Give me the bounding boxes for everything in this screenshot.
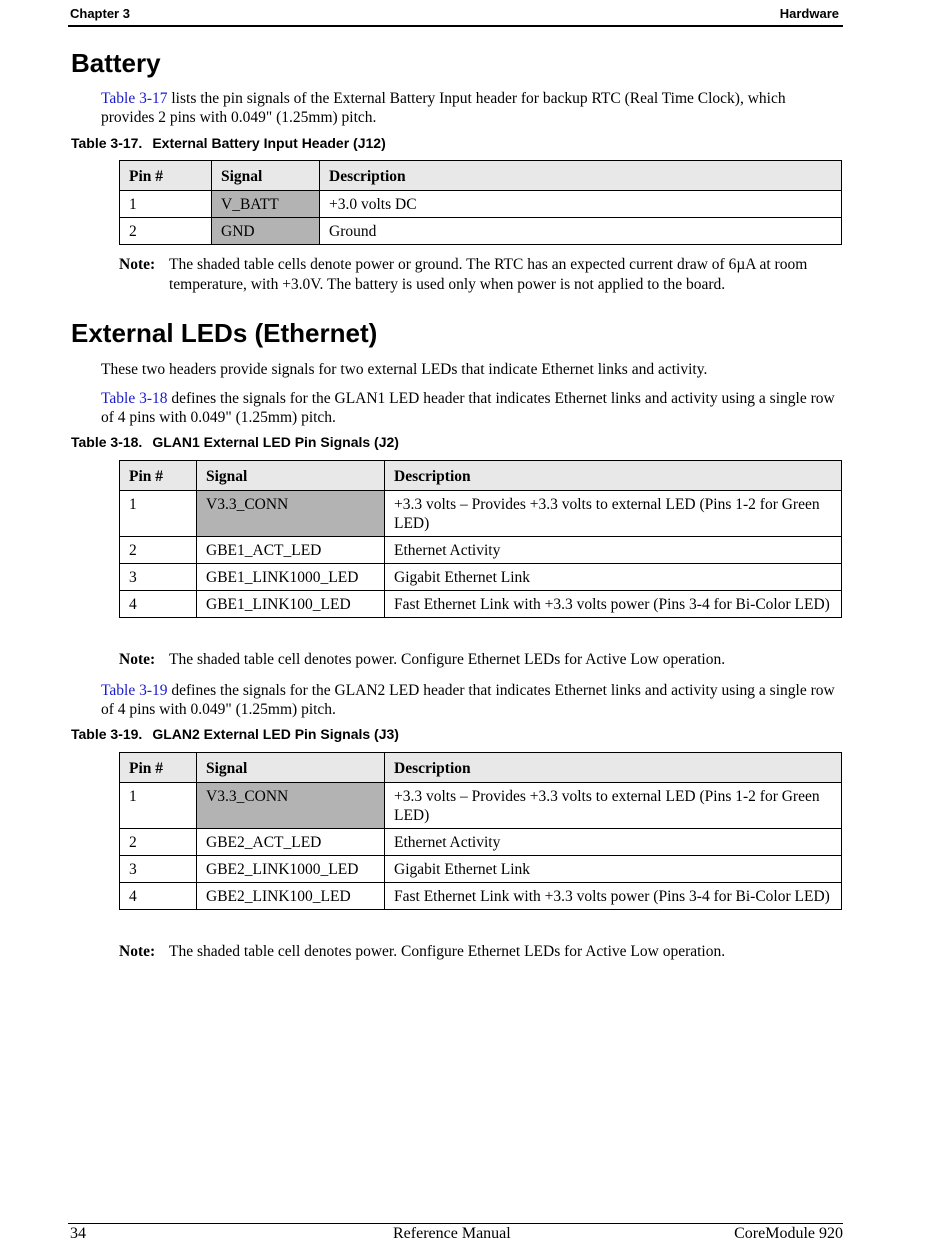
pin-cell: 2 [120,829,197,856]
battery-heading: Battery [71,48,161,78]
signal-cell: GBE2_LINK1000_LED [197,856,385,883]
pin-cell: 2 [120,537,197,564]
pin-cell: 4 [120,883,197,910]
table-header-row [120,753,842,783]
col-header-pin: Pin # [120,753,197,783]
caption-number: Table 3-17. [71,135,143,151]
table-row [120,191,842,218]
col-header-pin: Pin # [120,161,212,191]
page-footer [68,1223,843,1246]
table-3-18-link[interactable]: Table 3-18 [101,390,168,407]
leds-intro: These two headers provide signals for two external LEDs that indicate Ethernet links and activity. [101,361,708,378]
col-header-signal: Signal [197,753,385,783]
page-number: 34 [70,1225,86,1242]
signal-cell: GBE2_ACT_LED [197,829,385,856]
caption-number: Table 3-19. [71,726,143,742]
signal-cell: GBE1_LINK1000_LED [197,564,385,591]
table-3-19-link[interactable]: Table 3-19 [101,682,168,699]
signal-cell: GBE1_LINK100_LED [197,591,385,618]
description-cell: Fast Ethernet Link with +3.3 volts power (Pins 3-4 for Bi-Color LED) [385,883,842,910]
table-3-19-caption [71,726,399,742]
pin-cell: 1 [120,191,212,218]
table-row [120,883,842,910]
glan2-table [119,752,842,910]
col-header-signal: Signal [212,161,320,191]
description-cell: +3.3 volts – Provides +3.3 volts to external LED (Pins 1-2 for Green LED) [385,783,842,829]
signal-cell: GBE2_LINK100_LED [197,883,385,910]
description-cell: Gigabit Ethernet Link [385,856,842,883]
pin-cell: 3 [120,856,197,883]
table-row [120,491,842,537]
signal-cell: V3.3_CONN [197,491,385,537]
note-text: The shaded table cell denotes power. Configure Ethernet LEDs for Active Low operation. [169,943,726,960]
section-label: Hardware [779,6,839,21]
glan1-table [119,460,842,618]
caption-number: Table 3-18. [71,434,143,450]
battery-table [119,160,842,245]
pin-cell: 4 [120,591,197,618]
battery-note [119,255,844,295]
signal-cell: GBE1_ACT_LED [197,537,385,564]
signal-cell: V3.3_CONN [197,783,385,829]
col-header-description: Description [385,753,842,783]
battery-intro-text: lists the pin signals of the External Battery Input header for backup RTC (Real Time Clock), which provides 2 pins with 0.049" (1.25mm) pitch. [101,90,786,126]
note-label: Note: [119,651,156,668]
note-label: Note: [119,256,156,273]
table-row [120,537,842,564]
pin-cell: 1 [120,783,197,829]
document-title: Reference Manual [393,1225,511,1242]
pin-cell: 2 [120,218,212,245]
glan2-intro-text: defines the signals for the GLAN2 LED header that indicates Ethernet links and activity using a single row of 4 pins with 0.049" (1.25mm) pitch. [101,682,835,718]
note-label: Note: [119,943,156,960]
note-text: The shaded table cell denotes power. Configure Ethernet LEDs for Active Low operation. [169,651,726,668]
description-cell: Fast Ethernet Link with +3.3 volts power (Pins 3-4 for Bi-Color LED) [385,591,842,618]
description-cell: +3.0 volts DC [320,191,842,218]
col-header-description: Description [320,161,842,191]
col-header-signal: Signal [197,461,385,491]
table-3-18-caption [71,434,399,450]
table-row [120,591,842,618]
glan1-note [119,650,844,670]
signal-cell: GND [212,218,320,245]
page-header [68,5,843,27]
description-cell: Gigabit Ethernet Link [385,564,842,591]
table-3-17-link[interactable]: Table 3-17 [101,90,168,107]
caption-title: External Battery Input Header (J12) [152,135,386,151]
battery-intro [101,89,841,127]
signal-cell: V_BATT [212,191,320,218]
table-row [120,218,842,245]
glan2-intro [101,681,841,719]
pin-cell: 3 [120,564,197,591]
description-cell: Ethernet Activity [385,829,842,856]
glan1-intro-text: defines the signals for the GLAN1 LED header that indicates Ethernet links and activity using a single row of 4 pins with 0.049" (1.25mm) pitch. [101,390,835,426]
table-row [120,783,842,829]
table-header-row [120,461,842,491]
chapter-label: Chapter 3 [70,6,130,21]
table-row [120,856,842,883]
table-header-row [120,161,842,191]
table-row [120,564,842,591]
caption-title: GLAN1 External LED Pin Signals (J2) [152,434,399,450]
caption-title: GLAN2 External LED Pin Signals (J3) [152,726,399,742]
glan1-intro [101,389,841,427]
glan2-note [119,942,844,962]
table-3-17-caption [71,135,386,151]
note-text: The shaded table cells denote power or ground. The RTC has an expected current draw of 6µA at room temperature, with +3.0V. The battery is used only when power is not applied to the board. [169,256,808,293]
table-row [120,829,842,856]
description-cell: Ethernet Activity [385,537,842,564]
product-name: CoreModule 920 [734,1225,843,1242]
col-header-description: Description [385,461,842,491]
leds-heading: External LEDs (Ethernet) [71,318,378,348]
description-cell: Ground [320,218,842,245]
description-cell: +3.3 volts – Provides +3.3 volts to external LED (Pins 1-2 for Green LED) [385,491,842,537]
pin-cell: 1 [120,491,197,537]
col-header-pin: Pin # [120,461,197,491]
